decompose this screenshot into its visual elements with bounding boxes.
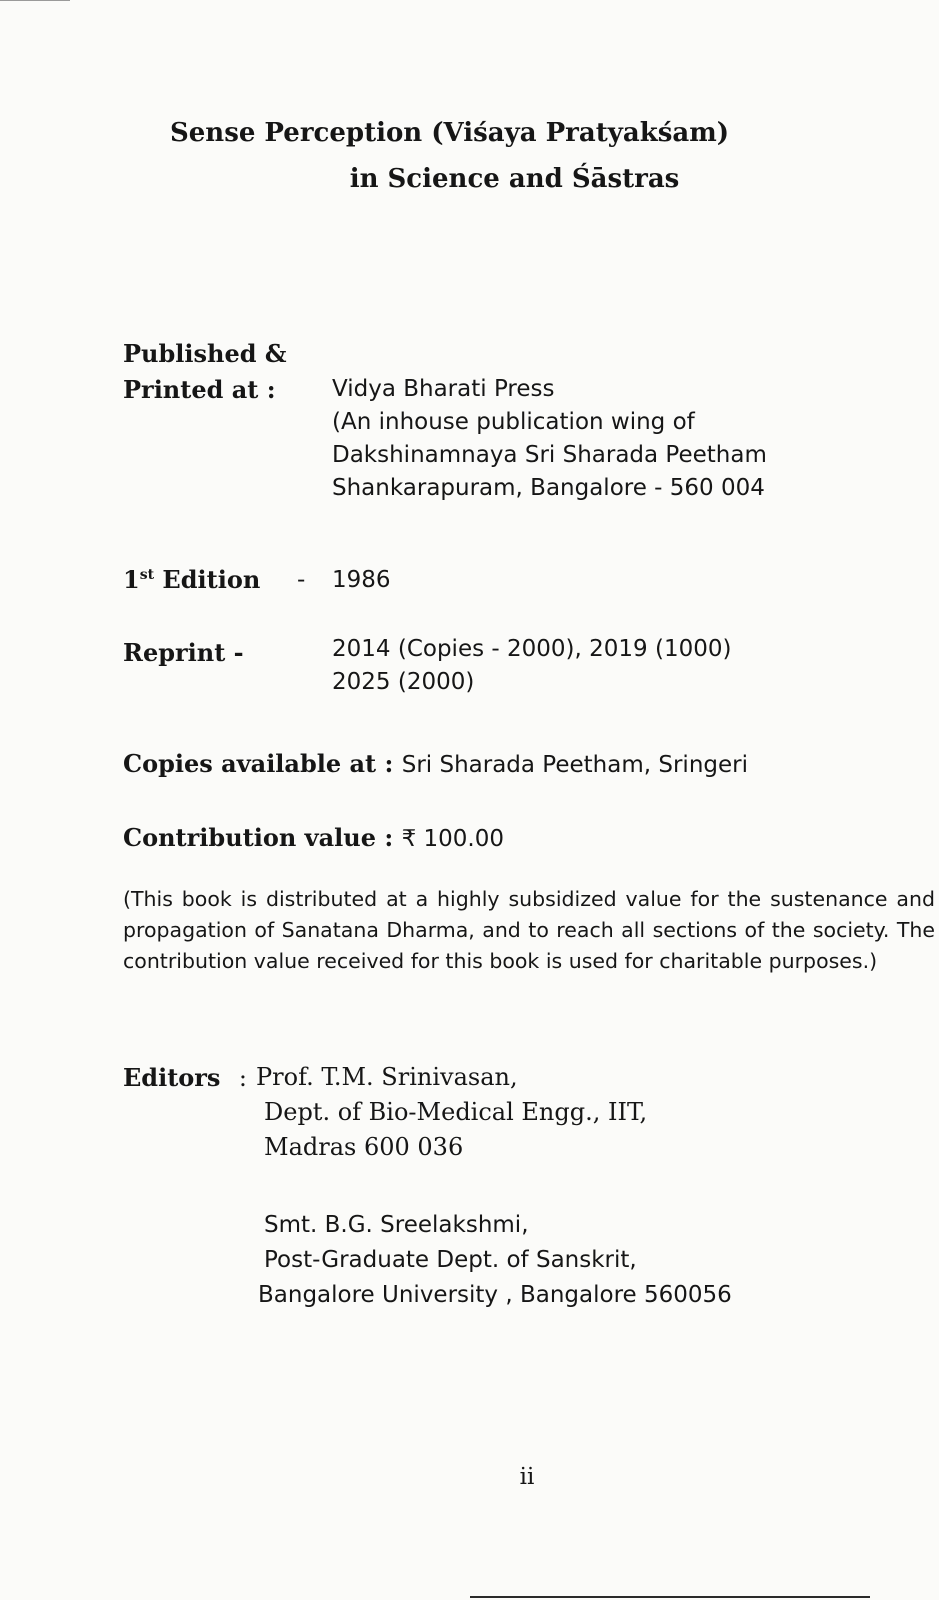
edition-label: 1st Edition xyxy=(123,565,261,594)
editor-1-dept: Dept. of Bio-Medical Engg., IIT, xyxy=(264,1098,648,1126)
book-title-line1: Sense Perception (Viśaya Pratyakśam) xyxy=(169,118,730,148)
editor-1-name: Prof. T.M. Srinivasan, xyxy=(256,1063,518,1091)
editor-2-name: Smt. B.G. Sreelakshmi, xyxy=(264,1212,529,1238)
publisher-address xyxy=(332,373,767,505)
contribution-value: ₹ 100.00 xyxy=(401,826,504,852)
editors-label: Editors xyxy=(123,1063,221,1092)
editors-separator: : xyxy=(238,1064,247,1092)
availability-row xyxy=(123,746,748,783)
editor-1 xyxy=(256,1060,648,1165)
availability-label: Copies available at : xyxy=(123,749,394,778)
contribution-row xyxy=(123,820,504,857)
book-title-line2: in Science and Śāstras xyxy=(349,164,680,194)
reprint-label: Reprint - xyxy=(123,638,244,667)
book-title xyxy=(0,110,939,202)
edition-year: 1986 xyxy=(332,567,391,593)
page-edge-top xyxy=(0,0,70,1)
edition-label-superscript: st xyxy=(139,567,155,583)
page-edge-bottom xyxy=(470,1596,870,1598)
editor-2-dept: Post-Graduate Dept. of Sanskrit, xyxy=(264,1247,637,1273)
editor-2-place: Bangalore University , Bangalore 560056 xyxy=(258,1282,732,1308)
publisher-line: Shankarapuram, Bangalore - 560 004 xyxy=(332,475,765,501)
publisher-label-line2: Printed at : xyxy=(123,375,276,404)
availability-value: Sri Sharada Peetham, Sringeri xyxy=(401,752,748,778)
page-number: ii xyxy=(519,1464,535,1490)
editor-1-place: Madras 600 036 xyxy=(264,1133,464,1161)
publisher-line: (An inhouse publication wing of xyxy=(332,409,695,435)
publisher-line: Dakshinamnaya Sri Sharada Peetham xyxy=(332,442,767,468)
publisher-label xyxy=(123,336,287,408)
reprint-values xyxy=(332,633,731,699)
publisher-line: Vidya Bharati Press xyxy=(332,376,555,402)
editors-label-row xyxy=(123,1060,247,1096)
reprint-line: 2025 (2000) xyxy=(332,669,475,695)
edition-separator: - xyxy=(297,567,306,593)
publisher-label-line1: Published & xyxy=(123,339,287,368)
contribution-label: Contribution value : xyxy=(123,823,394,852)
distribution-note: (This book is distributed at a highly subsidized value for the sustenance and propagation of Sanatana Dharma, and to reach all sections of the society. The contribution value received for this book is used for charitable purposes.) xyxy=(123,887,935,973)
editor-2 xyxy=(258,1208,732,1313)
reprint-line: 2014 (Copies - 2000), 2019 (1000) xyxy=(332,636,732,662)
